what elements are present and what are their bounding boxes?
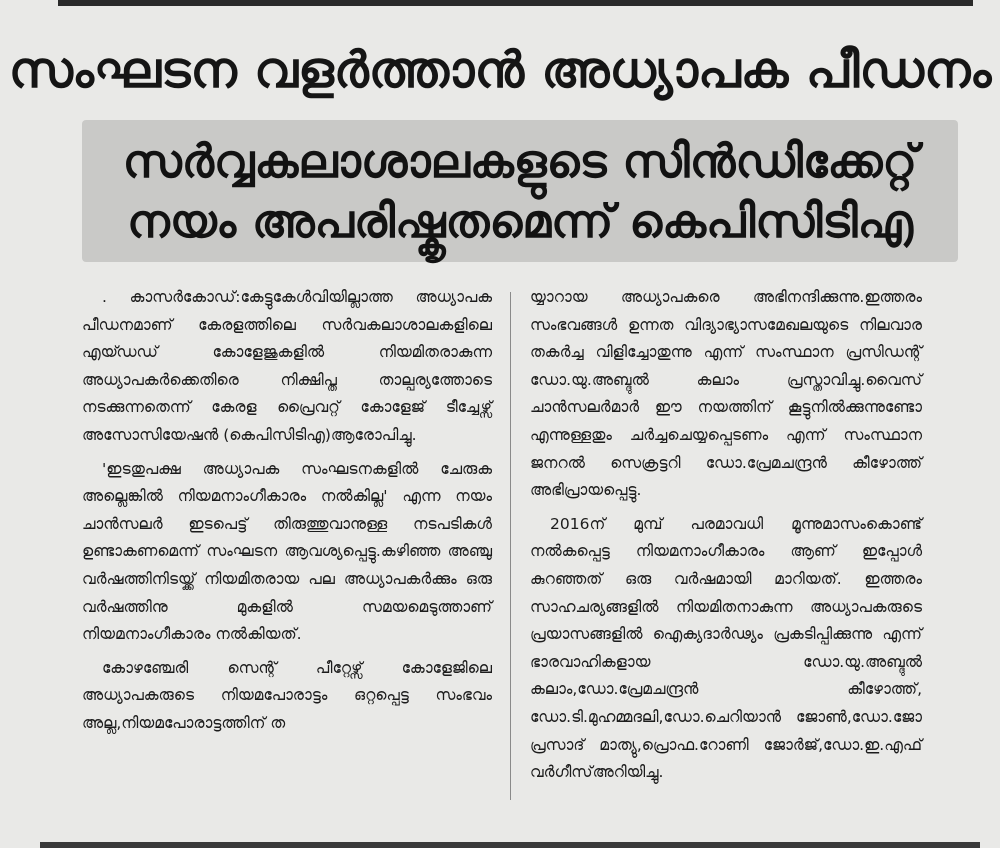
column-divider	[510, 292, 511, 800]
article-column-left	[82, 284, 492, 824]
headline: സംഘടന വളർത്താൻ അധ്യാപക പീഡനം	[8, 40, 992, 99]
paragraph-2: 'ഇടതുപക്ഷ അധ്യാപക സംഘടനകളിൽ ചേരുക അല്ലെങ്കിൽ നിയമനാംഗീകാരം നൽകില്ല' എന്ന നയം ചാൻസലർ ഇടപെട്ട് തിരുത്തുവാനുള്ള നടപടികൾ ഉണ്ടാകണമെന്ന് സംഘടന ആവശ്യപ്പെട്ടു.കഴിഞ്ഞ അഞ്ചു വർഷത്തിനിടയ്ക്ക് നിയമിതരായ പല അധ്യാപകർക്കും ഒരു വർഷത്തിനു മുകളിൽ സമയമെടുത്താണ് നിയമനാംഗീകാരം നൽകിയത്.	[82, 459, 492, 644]
paragraph-5: 2016ന് മുമ്പ് പരമാവധി മൂന്നുമാസംകൊണ്ട് നൽകപ്പെട്ട നിയമനാംഗീകാരം ആണ് ഇപ്പോൾ കുറഞ്ഞത് ഒരു വർഷമായി മാറിയത്. ഇത്തരം സാഹചര്യങ്ങളിൽ നിയമിതനാകുന്ന അധ്യാപകരുടെ പ്രയാസങ്ങളിൽ ഐക്യദാർഢ്യം പ്രകടിപ്പിക്കുന്നു എന്ന് ഭാരവാഹികളായ ഡോ.യു.അബ്ദുൽ കലാം,ഡോ.പ്രേമചന്ദ്രൻ കീഴോത്ത്, ഡോ.ടി.മുഹമ്മദലി,ഡോ.ചെറിയാൻ ജോൺ,ഡോ.ജോ പ്രസാദ് മാത്യു,പ്രൊഫ.റോണി ജോർജ്,ഡോ.ഇ.എഫ് വർഗീസ്അറിയിച്ചു.	[530, 514, 922, 782]
paragraph-3: കോഴഞ്ചേരി സെന്റ് പീറ്റേഴ്സ് കോളേജിലെ അധ്യാപകരുടെ നിയമപോരാട്ടം ഒറ്റപ്പെട്ട സംഭവം അല്ല,നിയമപോരാട്ടത്തിന് ത	[82, 658, 492, 732]
paragraph-4: യ്യാറായ അധ്യാപകരെ അഭിനന്ദിക്കുന്നു.ഇത്തരം സംഭവങ്ങൾ ഉന്നത വിദ്യാഭ്യാസമേഖലയുടെ നിലവാര തകർച്ച വിളിച്ചോതുന്നു എന്ന് സംസ്ഥാന പ്രസിഡന്റ് ഡോ.യു.അബ്ദുൽ കലാം പ്രസ്താവിച്ചു.വൈസ് ചാൻസലർമാർ ഈ നയത്തിന് കൂട്ടുനിൽക്കുന്നുണ്ടോ എന്നുള്ളതും ചർച്ചചെയ്യപ്പെടണം എന്ന് സംസ്ഥാന ജനറൽ സെക്രട്ടറി ഡോ.പ്രേമചന്ദ്രൻ കീഴോത്ത് അഭിപ്രായപ്പെട്ടു.	[530, 288, 922, 500]
subhead-line-2: നയം അപരിഷ്കൃതമെന്ന് കെപിസിടിഎ	[127, 194, 913, 248]
article-column-right	[530, 284, 922, 824]
subhead-box	[82, 120, 958, 262]
top-rule	[58, 0, 973, 6]
paragraph-1: . കാസർകോഡ്:കേട്ടുകേൾവിയില്ലാത്ത അധ്യാപക പീഡനമാണ് കേരളത്തിലെ സർവകലാശാലകളിലെ എയ്ഡഡ് കോളേജുകളിൽ നിയമിതരാകുന്ന അധ്യാപകർക്കെതിരെ നിക്ഷിപ്ത താല്പര്യത്തോടെ നടക്കുന്നതെന്ന് കേരള പ്രൈവറ്റ് കോളേജ് ടീച്ചേഴ്സ് അസോസിയേഷൻ (കെപിസിടിഎ)ആരോപിച്ചു.	[82, 288, 492, 444]
bottom-rule	[40, 842, 980, 848]
subhead-line-1: സർവ്വകലാശാലകളുടെ സിൻഡിക്കേറ്റ്	[122, 134, 918, 188]
